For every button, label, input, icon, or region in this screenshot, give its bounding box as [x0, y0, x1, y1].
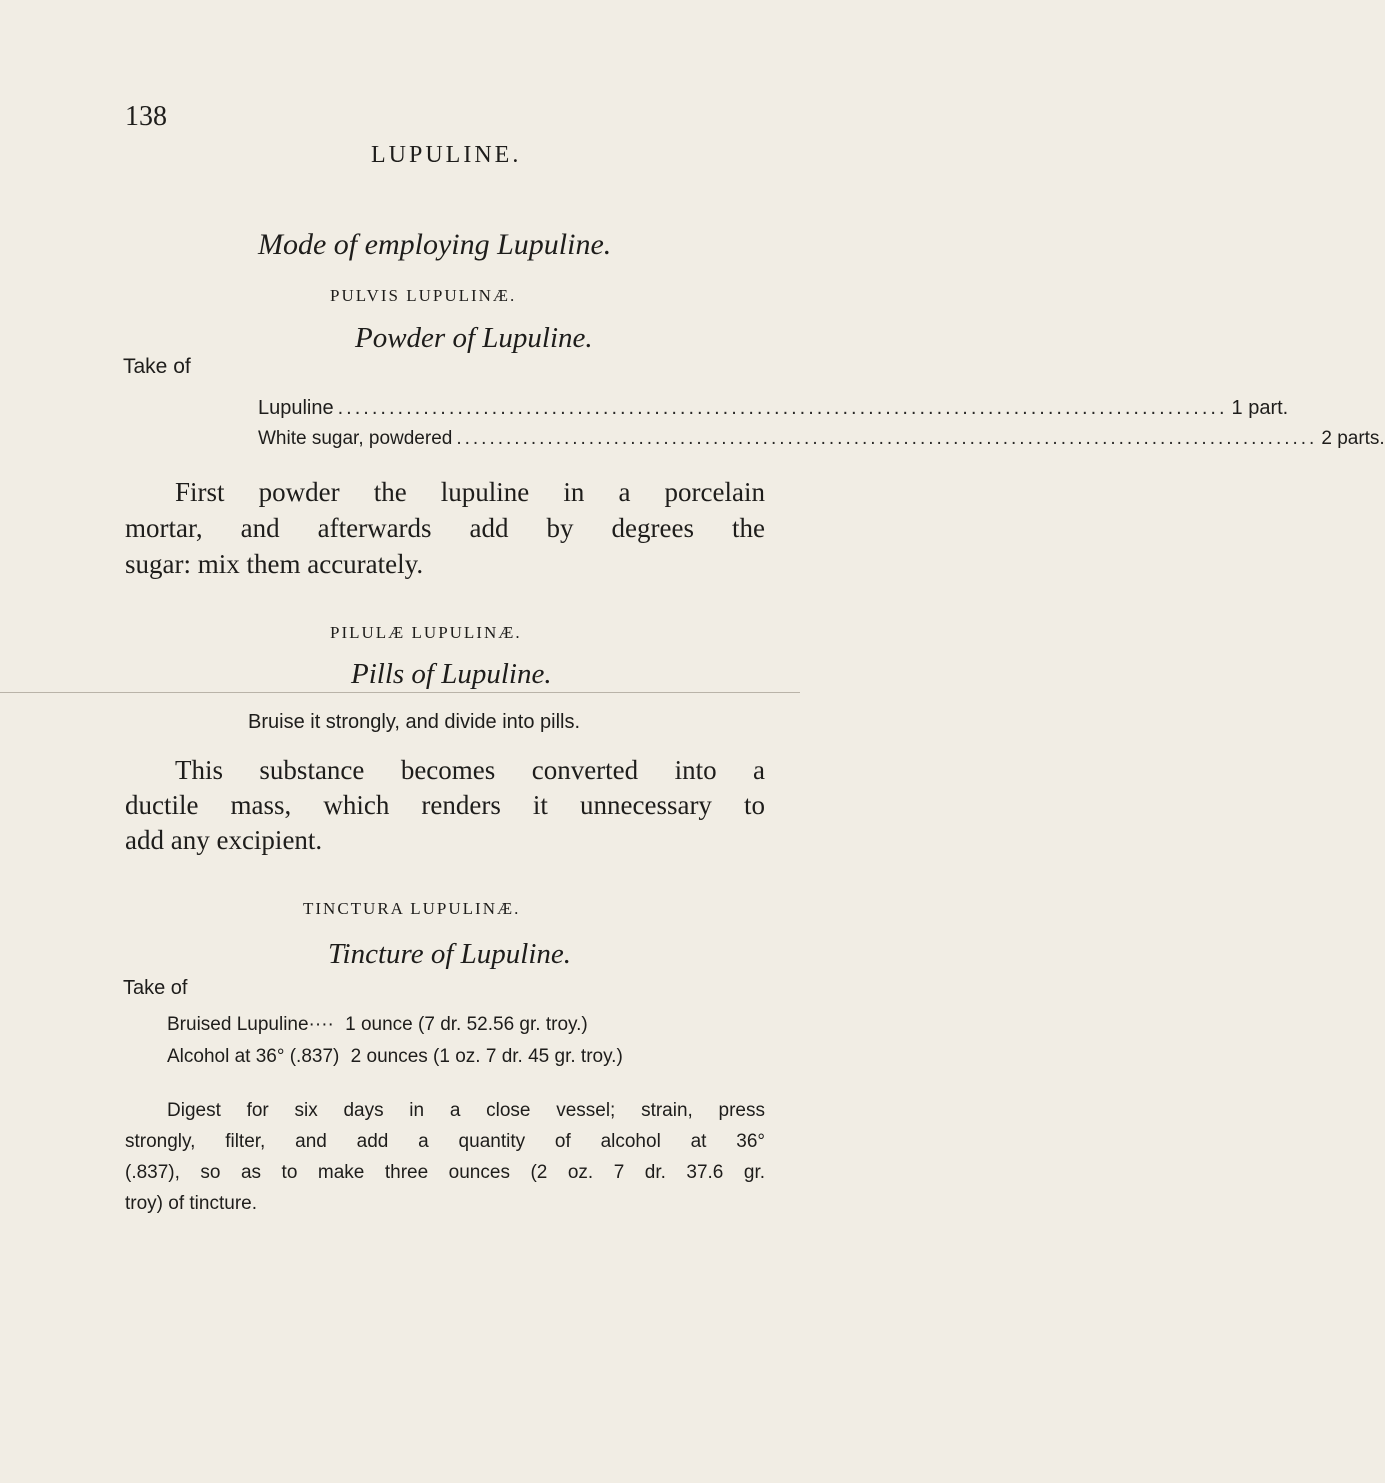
paragraph-line: add any excipient.	[125, 825, 323, 855]
ingredient-amount: 1 ounce (7 dr. 52.56 gr. troy.)	[345, 1014, 588, 1035]
tincture-instructions	[125, 1095, 765, 1219]
paragraph-line: strongly, filter, and add a quantity of alcohol at 36°	[125, 1131, 765, 1152]
page-number: 138	[125, 101, 167, 132]
pills-title: Pills of Lupuline.	[343, 658, 560, 691]
pills-latin-title: PILULÆ LUPULINÆ.	[330, 623, 522, 642]
powder-ingredient-row	[258, 397, 1289, 420]
tincture-ingredient-row	[167, 1014, 588, 1036]
paragraph-line: Digest for six days in a close vessel; strain, press	[167, 1100, 765, 1121]
ingredient-name: White sugar, powdered	[258, 428, 453, 449]
running-head: LUPULINE.	[371, 142, 522, 168]
paragraph-line: This substance becomes converted into a	[175, 755, 765, 785]
paragraph-line: ductile mass, which renders it unnecessary to	[125, 790, 765, 820]
powder-title: Powder of Lupuline.	[355, 322, 593, 354]
ingredient-name: Alcohol at 36° (.837)	[167, 1046, 340, 1067]
pills-direction: Bruise it strongly, and divide into pills.	[248, 711, 581, 733]
paragraph-line: sugar: mix them accurately.	[125, 549, 424, 579]
tincture-ingredient-row	[167, 1046, 623, 1068]
paragraph-line: First powder the lupuline in a porcelain	[175, 477, 765, 507]
leader-dots: ........................................................................................................	[337, 397, 1228, 419]
paragraph-line: troy) of tincture.	[125, 1193, 257, 1214]
powder-instructions	[125, 474, 765, 582]
mode-heading: Mode of employing Lupuline.	[258, 228, 612, 261]
paragraph-line: (.837), so as to make three ounces (2 oz. 7 dr. 37.6 gr.	[125, 1162, 765, 1183]
tincture-latin-title: TINCTURA LUPULINÆ.	[303, 899, 521, 918]
powder-latin-title: PULVIS LUPULINÆ.	[330, 286, 517, 305]
tincture-title: Tincture of Lupuline.	[328, 938, 572, 970]
powder-ingredient-row	[258, 428, 1385, 450]
ingredient-amount: 2 ounces (1 oz. 7 dr. 45 gr. troy.)	[350, 1046, 623, 1067]
ingredient-name: Lupuline	[258, 397, 334, 419]
ingredient-amount: 2 parts.	[1321, 428, 1385, 449]
tincture-take-of: Take of	[123, 977, 188, 999]
ingredient-name: Bruised Lupuline····	[167, 1014, 334, 1035]
divider	[0, 692, 800, 693]
pills-note	[125, 753, 765, 858]
ingredient-amount: 1 part.	[1231, 397, 1289, 419]
leader-dots: ........................................................................................................	[456, 428, 1318, 449]
powder-take-of: Take of	[123, 355, 191, 378]
paragraph-line: mortar, and afterwards add by degrees the	[125, 513, 765, 543]
